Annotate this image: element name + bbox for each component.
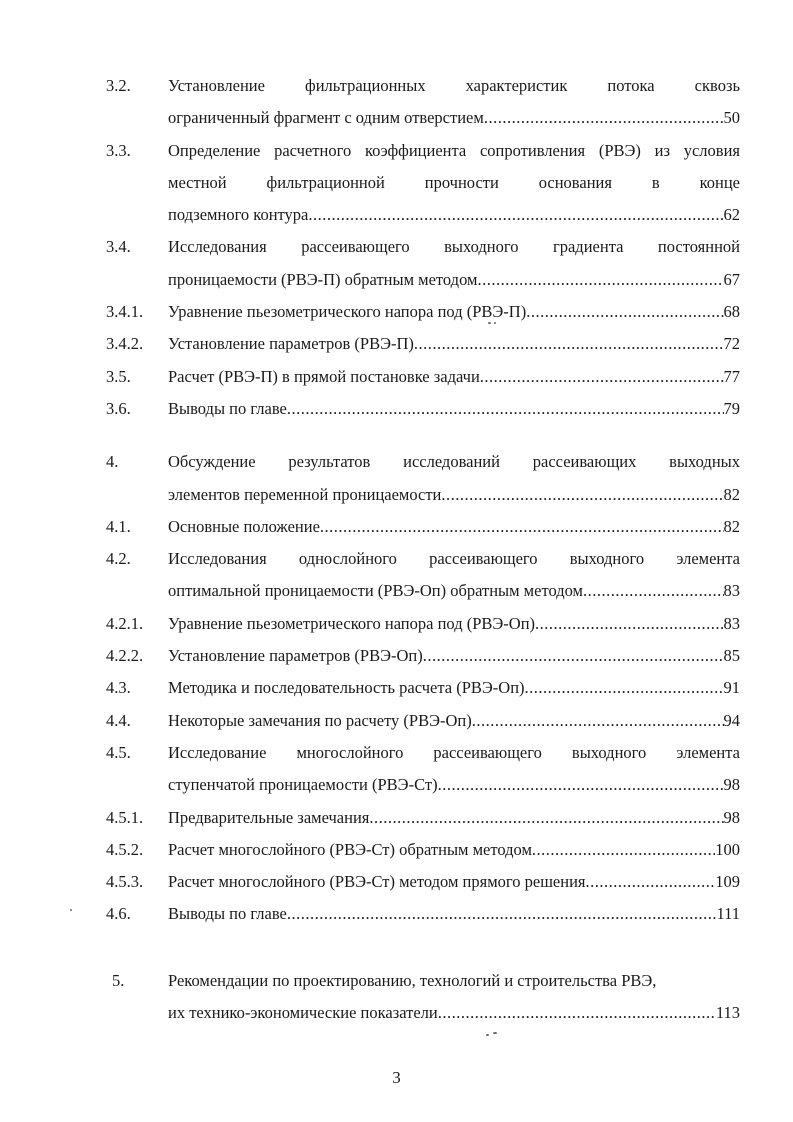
toc-entry-body bbox=[168, 135, 740, 232]
toc-entry-4-5 bbox=[106, 737, 740, 802]
dot-leader bbox=[438, 997, 716, 1029]
toc-entry-title: Исследование многослойного рассеивающего выходного элемента bbox=[168, 742, 740, 762]
toc-entry-body bbox=[168, 446, 740, 511]
toc-entry-4-3 bbox=[106, 672, 740, 704]
toc-entry-title-end: подземного контура bbox=[168, 205, 309, 225]
toc-entry-body bbox=[168, 866, 740, 898]
toc-entry-title: Исследования рассеивающего выходного градиента постоянной bbox=[168, 237, 740, 257]
toc-entry-number: 4. bbox=[106, 452, 119, 472]
toc-entry-title: Установление параметров (РВЭ-П) bbox=[168, 334, 414, 354]
scan-speck bbox=[70, 909, 72, 911]
toc-entry-title-end: проницаемости (РВЭ-П) обратным методом bbox=[168, 269, 478, 289]
toc-entry-3-4-2 bbox=[106, 328, 740, 360]
toc-entry-title: Уравнение пьезометрического напора под (РВЭ-Оп) bbox=[168, 613, 536, 633]
toc-entry-title-end: оптимальной проницаемости (РВЭ-Оп) обратным методом bbox=[168, 581, 583, 601]
toc-entry-body bbox=[168, 705, 740, 737]
toc-entry-4-2-1 bbox=[106, 608, 740, 640]
dot-leader bbox=[369, 802, 723, 834]
toc-page-number: 83 bbox=[723, 581, 740, 601]
toc-entry-number: 3.4. bbox=[106, 237, 131, 257]
dot-leader bbox=[414, 328, 724, 360]
toc-entry-3-6 bbox=[106, 393, 740, 425]
toc-entry-title: Установление параметров (РВЭ-Оп) bbox=[168, 646, 423, 666]
toc-page-number: 79 bbox=[723, 398, 740, 418]
toc-entry-title: Обсуждение результатов исследований рассеивающих выходных bbox=[168, 452, 740, 472]
toc-entry-number: 3.5. bbox=[106, 366, 131, 386]
toc-entry-title: Рекомендации по проектированию, технологий и строительства РВЭ, bbox=[168, 970, 657, 990]
scan-speck bbox=[493, 1032, 497, 1034]
toc-entry-4-1 bbox=[106, 511, 740, 543]
toc-page-number: 68 bbox=[723, 302, 740, 322]
toc-entry-title: Расчет многослойного (РВЭ-Ст) методом прямого решения bbox=[168, 872, 586, 892]
dot-leader bbox=[287, 393, 724, 425]
dot-leader bbox=[287, 898, 717, 930]
toc-entry-body bbox=[168, 393, 740, 425]
toc-page-number: 77 bbox=[723, 366, 740, 386]
toc-entry-3-5 bbox=[106, 361, 740, 393]
toc-entry-number: 5. bbox=[112, 970, 125, 990]
dot-leader bbox=[586, 866, 716, 898]
toc-entry-4-5-3 bbox=[106, 866, 740, 898]
toc-page-number: 113 bbox=[715, 1003, 740, 1023]
toc-page-number: 111 bbox=[716, 904, 740, 924]
toc-entry-title: Некоторые замечания по расчету (РВЭ-Оп) bbox=[168, 710, 472, 730]
toc-entry-4-2-2 bbox=[106, 640, 740, 672]
toc-entry-title-end: их технико-экономические показатели bbox=[168, 1003, 438, 1023]
toc-entry-number: 3.6. bbox=[106, 398, 131, 418]
toc-entry-4-4 bbox=[106, 705, 740, 737]
dot-leader bbox=[583, 575, 724, 607]
dot-leader bbox=[320, 511, 724, 543]
toc-entry-body bbox=[168, 511, 740, 543]
toc-entry-3-3 bbox=[106, 135, 740, 232]
dot-leader bbox=[484, 102, 724, 134]
toc-entry-body bbox=[168, 672, 740, 704]
toc-page-number: 85 bbox=[723, 646, 740, 666]
toc-page-number: 98 bbox=[723, 807, 740, 827]
toc-entry-title: Определение расчетного коэффициента сопротивления (РВЭ) из условия местной фильтрационной прочности основания в конце bbox=[168, 140, 740, 192]
toc-entry-number: 4.3. bbox=[106, 678, 131, 698]
toc-entry-number: 4.5. bbox=[106, 742, 131, 762]
toc-entry-title-end: элементов переменной проницаемости bbox=[168, 484, 442, 504]
toc-page-number: 100 bbox=[715, 839, 740, 859]
dot-leader bbox=[308, 199, 723, 231]
dot-leader bbox=[441, 479, 723, 511]
toc-entry-4 bbox=[106, 446, 740, 511]
toc-entry-number: 3.4.2. bbox=[106, 334, 144, 354]
toc-entry-title: Выводы по главе bbox=[168, 398, 287, 418]
toc-entry-body bbox=[168, 296, 740, 328]
toc-entry-number: 4.6. bbox=[106, 904, 131, 924]
dot-leader bbox=[535, 608, 723, 640]
dot-leader bbox=[480, 361, 724, 393]
toc-entry-5 bbox=[106, 965, 740, 1030]
toc-entry-number: 3.3. bbox=[106, 140, 131, 160]
toc-entry-number: 4.5.2. bbox=[106, 839, 144, 859]
toc-page-number: 72 bbox=[723, 334, 740, 354]
toc-entry-title-end: ограниченный фрагмент с одним отверстием bbox=[168, 108, 484, 128]
toc-entry-number: 4.5.1. bbox=[106, 807, 144, 827]
toc-page-number: 91 bbox=[723, 678, 740, 698]
toc-entry-number: 4.4. bbox=[106, 710, 131, 730]
page-number: 3 bbox=[392, 1068, 401, 1087]
dot-leader bbox=[423, 640, 724, 672]
toc-entry-4-5-1 bbox=[106, 802, 740, 834]
toc-entry-body bbox=[168, 361, 740, 393]
dot-leader bbox=[532, 834, 715, 866]
toc-entry-body bbox=[168, 543, 740, 608]
toc-entry-4-6 bbox=[106, 898, 740, 930]
toc-entry-body bbox=[168, 802, 740, 834]
toc-entry-3-4 bbox=[106, 231, 740, 296]
toc-entry-body bbox=[168, 70, 740, 135]
toc-page-number: 109 bbox=[715, 872, 740, 892]
toc-page-number: 50 bbox=[723, 108, 740, 128]
toc-entry-title: Установление фильтрационных характеристик потока сквозь bbox=[168, 76, 740, 95]
table-of-contents bbox=[106, 70, 740, 1029]
toc-entry-number: 4.5.3. bbox=[106, 872, 144, 892]
toc-entry-body bbox=[168, 231, 740, 296]
toc-page-number: 98 bbox=[723, 775, 740, 795]
toc-entry-body bbox=[168, 737, 740, 802]
toc-entry-number: 4.2.2. bbox=[106, 646, 144, 666]
toc-entry-title: Расчет многослойного (РВЭ-Ст) обратным методом bbox=[168, 839, 532, 859]
toc-entry-body bbox=[168, 965, 740, 1030]
toc-entry-4-5-2 bbox=[106, 834, 740, 866]
toc-entry-title: Исследования однослойного рассеивающего выходного элемента bbox=[168, 549, 740, 569]
toc-page-number: 62 bbox=[723, 205, 740, 225]
toc-page-number: 82 bbox=[723, 484, 740, 504]
toc-entry-body bbox=[168, 640, 740, 672]
toc-entry-title: Основные положение bbox=[168, 516, 320, 536]
toc-entry-4-2 bbox=[106, 543, 740, 608]
toc-entry-title: Расчет (РВЭ-П) в прямой постановке задачи bbox=[168, 366, 480, 386]
toc-entry-number: 4.2. bbox=[106, 549, 131, 569]
toc-entry-title: Уравнение пьезометрического напора под (РВЭ-П) bbox=[168, 302, 527, 322]
dot-leader bbox=[438, 769, 724, 801]
toc-entry-3-4-1 bbox=[106, 296, 740, 328]
toc-entry-body bbox=[168, 834, 740, 866]
toc-entry-title: Выводы по главе bbox=[168, 904, 287, 924]
scan-speck bbox=[488, 322, 491, 324]
toc-entry-number: 3.2. bbox=[106, 76, 131, 95]
toc-entry-title: Методика и последовательность расчета (РВЭ-Оп) bbox=[168, 678, 525, 698]
dot-leader bbox=[526, 296, 723, 328]
toc-page-number: 94 bbox=[723, 710, 740, 730]
scan-speck bbox=[494, 322, 496, 324]
dot-leader bbox=[525, 672, 724, 704]
scan-speck bbox=[486, 1034, 489, 1036]
toc-entry-number: 4.2.1. bbox=[106, 613, 144, 633]
toc-entry-number: 4.1. bbox=[106, 516, 131, 536]
toc-page-number: 82 bbox=[723, 516, 740, 536]
toc-entry-3-2 bbox=[106, 70, 740, 135]
dot-leader bbox=[472, 705, 724, 737]
dot-leader bbox=[477, 264, 723, 296]
toc-page-number: 67 bbox=[723, 269, 740, 289]
toc-entry-title-end: ступенчатой проницаемости (РВЭ-Ст) bbox=[168, 775, 438, 795]
toc-entry-title: Предварительные замечания bbox=[168, 807, 370, 827]
toc-entry-body bbox=[168, 898, 740, 930]
toc-entry-body bbox=[168, 328, 740, 360]
toc-entry-number: 3.4.1. bbox=[106, 302, 144, 322]
toc-entry-body bbox=[168, 608, 740, 640]
toc-page-number: 83 bbox=[723, 613, 740, 633]
